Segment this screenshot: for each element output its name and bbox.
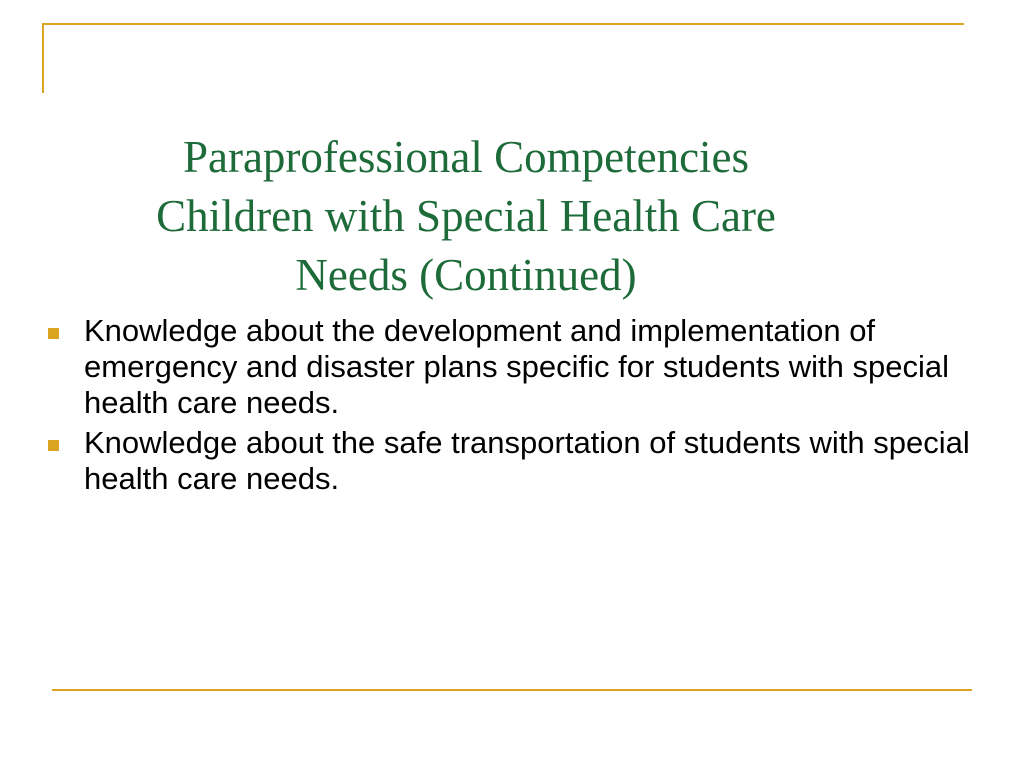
title-line-2: Children with Special Health Care [156,191,776,241]
bullet-list [44,313,974,501]
title-line-1: Paraprofessional Competencies [182,132,750,182]
left-decorative-rule [42,23,44,93]
title-line-3: Needs (Continued) [295,250,637,300]
slide-title [40,128,892,305]
square-bullet-icon [48,440,59,451]
bottom-decorative-rule [52,689,972,691]
bullet-item [44,425,974,497]
bullet-text: Knowledge about the development and implementation of emergency and disaster plans specific for students with special health care needs. [84,313,949,420]
square-bullet-icon [48,328,59,339]
top-decorative-rule [42,23,964,25]
bullet-item [44,313,974,421]
bullet-text: Knowledge about the safe transportation of students with special health care needs. [84,425,970,496]
